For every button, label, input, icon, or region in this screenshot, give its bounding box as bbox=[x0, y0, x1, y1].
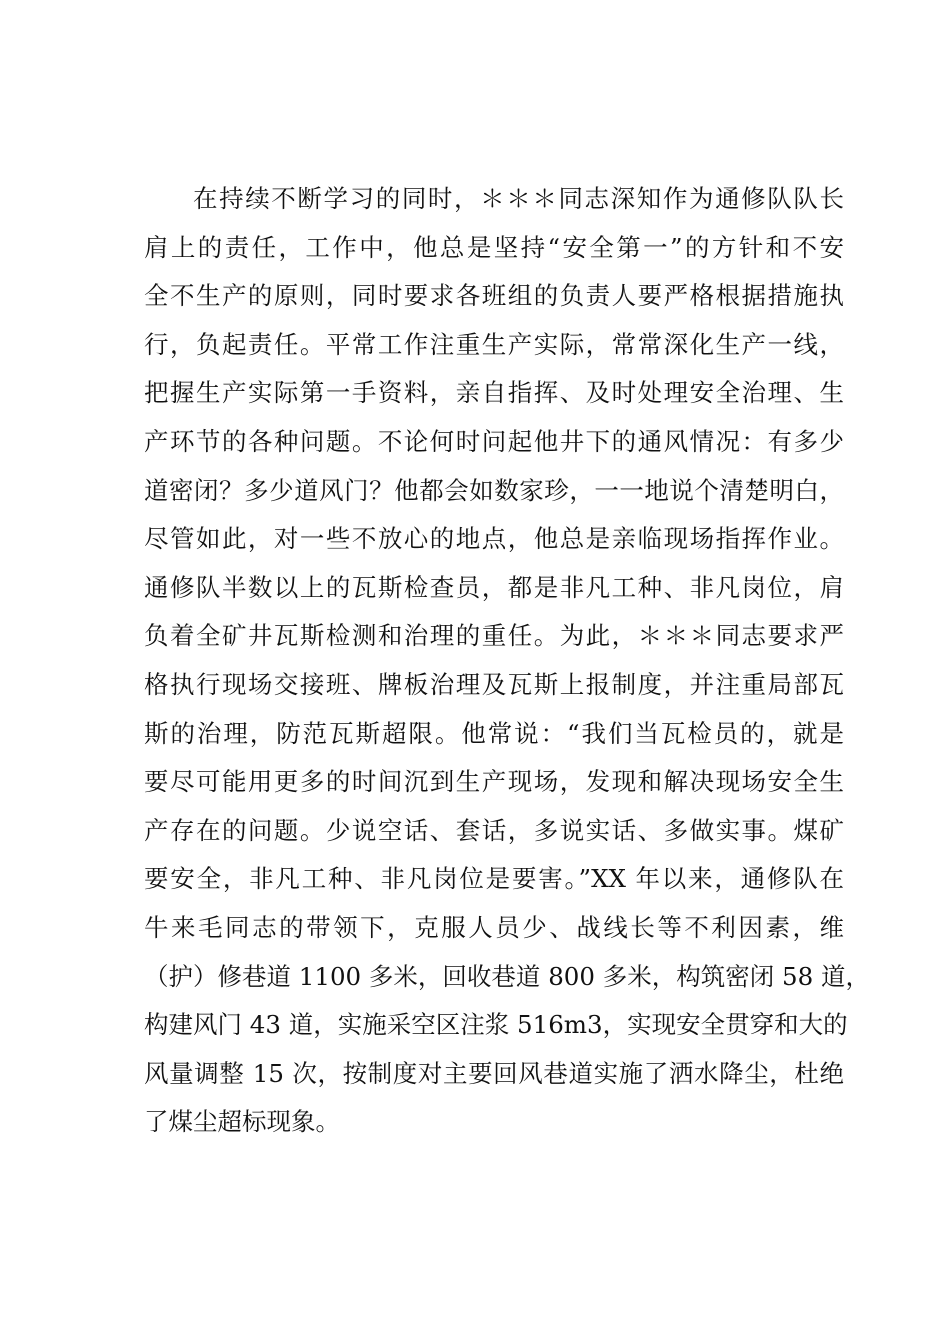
paragraph-line: 牛来毛同志的带领下，克服人员少、战线长等不利因素，维 bbox=[144, 912, 844, 942]
paragraph-line: （护）修巷道 1100 多米，回收巷道 800 多米，构筑密闭 58 道， bbox=[144, 961, 871, 991]
paragraph-line: 产环节的各种问题。不论何时问起他井下的通风情况：有多少 bbox=[144, 426, 844, 456]
paragraph-line: 构建风门 43 道，实施采空区注浆 516m3，实现安全贯穿和大的 bbox=[144, 1010, 848, 1040]
paragraph-line: 全不生产的原则，同时要求各班组的负责人要严格根据措施执 bbox=[144, 281, 844, 311]
paragraph-line: 肩上的责任，工作中，他总是坚持“安全第一”的方针和不安 bbox=[144, 232, 844, 262]
paragraph-line: 要安全，非凡工种、非凡岗位是要害。”XX 年以来，通修队在 bbox=[144, 864, 844, 894]
paragraph-line: 道密闭？多少道风门？他都会如数家珍，一一地说个清楚明白， bbox=[144, 475, 844, 505]
paragraph-line: 斯的治理，防范瓦斯超限。他常说：“我们当瓦检员的，就是 bbox=[144, 718, 844, 748]
paragraph-line: 行，负起责任。平常工作注重生产实际，常常深化生产一线， bbox=[144, 329, 844, 359]
paragraph-line: 在持续不断学习的同时，＊＊＊同志深知作为通修队队长 bbox=[193, 184, 844, 213]
paragraph-line: 格执行现场交接班、牌板治理及瓦斯上报制度，并注重局部瓦 bbox=[144, 669, 844, 699]
paragraph-line: 尽管如此，对一些不放心的地点，他总是亲临现场指挥作业。 bbox=[144, 524, 844, 554]
paragraph-line: 产存在的问题。少说空话、套话，多说实话、多做实事。煤矿 bbox=[144, 815, 844, 845]
paragraph-line: 了煤尘超标现象。 bbox=[144, 1107, 340, 1137]
paragraph-line: 把握生产实际第一手资料，亲自指挥、及时处理安全治理、生 bbox=[144, 378, 844, 408]
paragraph-line: 风量调整 15 次，按制度对主要回风巷道实施了洒水降尘，杜绝 bbox=[144, 1058, 844, 1088]
body-paragraph bbox=[144, 175, 871, 1147]
paragraph-line: 要尽可能用更多的时间沉到生产现场，发现和解决现场安全生 bbox=[144, 767, 844, 797]
paragraph-line: 负着全矿井瓦斯检测和治理的重任。为此，＊＊＊同志要求严 bbox=[144, 621, 844, 651]
paragraph-line: 通修队半数以上的瓦斯检查员，都是非凡工种、非凡岗位，肩 bbox=[144, 572, 844, 602]
